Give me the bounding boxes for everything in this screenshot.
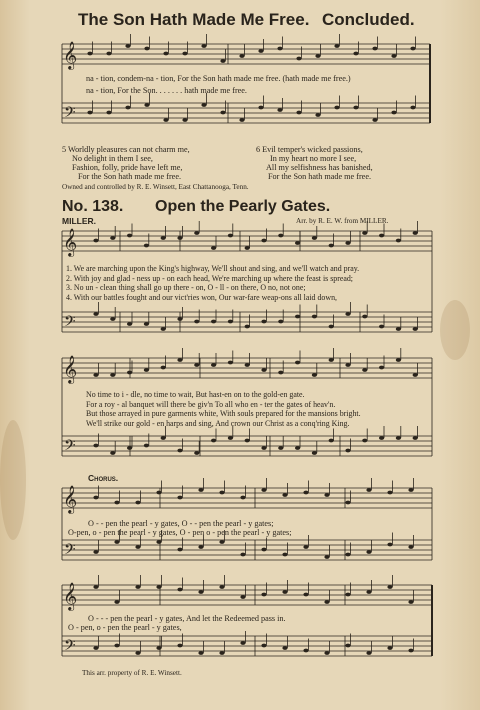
note-head (387, 646, 392, 650)
svg-text:𝄢: 𝄢 (64, 104, 76, 125)
note-head (106, 111, 111, 115)
note-head (379, 325, 384, 329)
svg-text:𝄞: 𝄞 (63, 228, 78, 256)
note-head (353, 52, 358, 56)
svg-text:𝄞: 𝄞 (63, 582, 78, 610)
note-head (156, 585, 161, 589)
note-head (127, 234, 132, 238)
note-head (295, 361, 300, 365)
note-head (303, 649, 308, 653)
note-head (177, 317, 182, 321)
svg-text:𝄢: 𝄢 (64, 637, 76, 658)
note-head (329, 244, 334, 248)
note-head (387, 585, 392, 589)
hymn-title: Open the Pearly Gates. (155, 198, 331, 215)
note-head (413, 327, 418, 331)
verse-6-line-2: In my heart no more I see, (270, 154, 357, 163)
note-head (345, 553, 350, 557)
lyric-line: na - tion, condem-na - tion, For the Son hath made me free. (hath made me free.) (86, 74, 351, 83)
song-title-suffix: Concluded. (322, 10, 415, 29)
note-head (110, 373, 115, 377)
note-head (296, 111, 301, 115)
note-head (396, 358, 401, 362)
note-head (228, 320, 233, 324)
note-head (366, 550, 371, 554)
note-head (379, 366, 384, 370)
note-head (127, 371, 132, 375)
note-head (324, 651, 329, 655)
note-head (161, 366, 166, 370)
note-head (410, 47, 415, 51)
note-head (245, 439, 250, 443)
verse-line: But those arrayed in pure garments white, With souls prepared for the mansions bright. (86, 409, 361, 419)
note-head (324, 600, 329, 604)
note-head (219, 585, 224, 589)
note-head (345, 312, 350, 316)
note-head (261, 239, 266, 243)
note-head (198, 545, 203, 549)
verse-6-line-3: All my selfishness has banished, (266, 163, 373, 172)
note-head (177, 358, 182, 362)
note-head (220, 111, 225, 115)
chorus-line: O - pen, o - pen the pearl - y gates, (68, 623, 182, 632)
note-head (278, 371, 283, 375)
hymn-number: No. 138. (62, 198, 124, 215)
note-head (334, 44, 339, 48)
note-head (245, 363, 250, 367)
note-head (125, 44, 130, 48)
verses-block-a (66, 264, 359, 302)
note-head (408, 600, 413, 604)
note-head (114, 644, 119, 648)
note-head (144, 47, 149, 51)
verse-6-line-1: 6 Evil temper's wicked passions, (256, 145, 363, 154)
note-head (93, 373, 98, 377)
note-head (408, 649, 413, 653)
note-head (93, 646, 98, 650)
note-head (261, 488, 266, 492)
note-head (245, 246, 250, 250)
note-head (177, 644, 182, 648)
verse-line: 2. With joy and glad - ness up - on each head, We're marching up where the feast is spread; (66, 273, 353, 283)
verse-line: 1. We are marching upon the King's highway, We'll shout and sing, and we'll watch and pray. (66, 264, 360, 273)
note-head (198, 488, 203, 492)
note-head (396, 239, 401, 243)
note-head (366, 651, 371, 655)
note-head (240, 641, 245, 645)
note-head (161, 436, 166, 440)
staff-lines (62, 44, 430, 123)
chorus-line: O - - pen the pearl - y gates, O - - pen the pearl - y gates; (88, 519, 274, 528)
song-title-top: The Son Hath Made Me Free. (78, 10, 310, 29)
note-head (211, 246, 216, 250)
note-head (324, 493, 329, 497)
note-head (201, 44, 206, 48)
note-head (379, 436, 384, 440)
verse-6-line-4: For the Son hath made me free. (268, 172, 371, 181)
note-head (156, 646, 161, 650)
note-head (228, 361, 233, 365)
note-head (362, 231, 367, 235)
verse-5-line-1: 5 Worldly pleasures can not charm me, (62, 145, 190, 154)
note-head (282, 590, 287, 594)
note-head (408, 545, 413, 549)
note-head (295, 446, 300, 450)
note-head (334, 106, 339, 110)
note-head (277, 47, 282, 51)
note-head (303, 491, 308, 495)
note-head (345, 363, 350, 367)
note-head (345, 644, 350, 648)
note-head (110, 451, 115, 455)
note-head (278, 320, 283, 324)
note-head (156, 491, 161, 495)
note-head (194, 231, 199, 235)
note-head (240, 595, 245, 599)
note-head (387, 491, 392, 495)
note-head (258, 49, 263, 53)
note-head (144, 322, 149, 326)
note-head (144, 244, 149, 248)
verse-5-line-3: Fashion, folly, pride have left me, (72, 163, 183, 172)
note-head (278, 234, 283, 238)
note-head (345, 501, 350, 505)
svg-text:𝄢: 𝄢 (64, 541, 76, 562)
note-head (366, 488, 371, 492)
note-head (194, 320, 199, 324)
note-head (329, 439, 334, 443)
note-head (114, 540, 119, 544)
note-head (135, 585, 140, 589)
note-head (362, 368, 367, 372)
note-head (240, 496, 245, 500)
note-head (144, 368, 149, 372)
svg-text:𝄞: 𝄞 (63, 41, 78, 69)
note-head (315, 54, 320, 58)
note-head (282, 553, 287, 557)
note-head (391, 54, 396, 58)
note-head (408, 488, 413, 492)
note-head (114, 501, 119, 505)
note-head (372, 47, 377, 51)
note-head (106, 52, 111, 56)
note-head (144, 444, 149, 448)
note-head (345, 241, 350, 245)
note-head (261, 446, 266, 450)
svg-text:𝄢: 𝄢 (64, 313, 76, 334)
note-head (303, 545, 308, 549)
note-head (177, 496, 182, 500)
note-head (219, 540, 224, 544)
verse-line: 4. With our battles fought and our vict'ries won, Our war-fare weap-ons all laid down, (66, 292, 337, 302)
note-head (366, 590, 371, 594)
note-head (315, 113, 320, 117)
note-head (312, 315, 317, 319)
note-head (239, 118, 244, 122)
note-head (201, 103, 206, 107)
note-head (353, 106, 358, 110)
note-head (182, 52, 187, 56)
note-head (135, 501, 140, 505)
note-head (211, 439, 216, 443)
note-head (261, 593, 266, 597)
note-head (295, 241, 300, 245)
svg-text:𝄞: 𝄞 (63, 485, 78, 513)
note-head (391, 111, 396, 115)
note-head (93, 312, 98, 316)
note-head (372, 118, 377, 122)
verse-line: 3. No un - clean thing shall go up there - on, O - ll - on there, O no, not one; (66, 283, 306, 293)
note-head (396, 436, 401, 440)
tune-name: MILLER. (62, 216, 96, 226)
note-head (211, 320, 216, 324)
note-head (413, 231, 418, 235)
note-head (177, 588, 182, 592)
note-head (245, 325, 250, 329)
note-head (110, 236, 115, 240)
note-head (125, 106, 130, 110)
note-head (345, 593, 350, 597)
note-head (228, 234, 233, 238)
note-head (261, 320, 266, 324)
footer-note: This arr. property of R. E. Winsett. (82, 669, 182, 677)
note-head (345, 449, 350, 453)
note-head (396, 327, 401, 331)
note-head (261, 644, 266, 648)
verse-line: We'll strike our gold - en harps and sing, And crown our Christ as a conq'ring King. (86, 418, 350, 428)
note-head (387, 543, 392, 547)
note-head (93, 550, 98, 554)
note-head (324, 555, 329, 559)
note-head (362, 315, 367, 319)
note-head (282, 493, 287, 497)
note-head (87, 111, 92, 115)
note-head (296, 57, 301, 61)
note-head (177, 236, 182, 240)
note-head (379, 234, 384, 238)
note-head (413, 436, 418, 440)
note-head (163, 118, 168, 122)
note-head (135, 651, 140, 655)
note-head (278, 446, 283, 450)
note-head (219, 651, 224, 655)
chorus-line: O-pen, o - pen the pearl - y gates, O - pen o - pen the pearl - y gates; (68, 528, 292, 537)
note-head (329, 325, 334, 329)
note-head (228, 436, 233, 440)
note-head (362, 439, 367, 443)
note-head (312, 373, 317, 377)
ownership-note: Owned and controlled by R. E. Winsett, East Chattanooga, Tenn. (62, 183, 249, 191)
note-head (161, 236, 166, 240)
chorus-label: Chorus. (88, 473, 119, 483)
note-head (93, 585, 98, 589)
note-head (194, 451, 199, 455)
svg-text:𝄢: 𝄢 (64, 437, 76, 458)
note-head (194, 363, 199, 367)
note-head (182, 118, 187, 122)
verse-line: For a roy - al banquet will there be giv'n To all who en - ter the gates of heav'n. (86, 399, 336, 409)
note-head (127, 446, 132, 450)
note-head (261, 548, 266, 552)
verse-line: No time to i - dle, no time to wait, But hast-en on to the gold-en gate. (86, 390, 305, 399)
note-head (161, 327, 166, 331)
note-head (303, 593, 308, 597)
note-head (114, 600, 119, 604)
note-head (144, 103, 149, 107)
note-head (219, 491, 224, 495)
chorus-line: O - - - pen the pearl - y gates, And let the Redeemed pass in. (88, 614, 286, 623)
note-head (163, 52, 168, 56)
note-head (93, 444, 98, 448)
note-head (110, 317, 115, 321)
verse-5-line-4: For the Son hath made me free. (78, 172, 181, 181)
note-head (240, 553, 245, 557)
arranger: Arr. by R. E. W. from MILLER. (296, 217, 389, 225)
note-head (93, 239, 98, 243)
note-head (211, 363, 216, 367)
note-head (239, 54, 244, 58)
note-head (93, 496, 98, 500)
note-head (198, 651, 203, 655)
note-head (87, 52, 92, 56)
note-head (258, 106, 263, 110)
note-head (312, 236, 317, 240)
note-head (177, 449, 182, 453)
note-head (295, 315, 300, 319)
note-head (135, 545, 140, 549)
note-head (156, 540, 161, 544)
note-head (277, 108, 282, 112)
note-head (329, 358, 334, 362)
note-head (127, 322, 132, 326)
note-head (312, 451, 317, 455)
note-head (177, 548, 182, 552)
note-head (413, 373, 418, 377)
verse-5-line-2: No delight in them I see, (72, 154, 153, 163)
note-head (220, 59, 225, 63)
lyric-line: na - tion, For the Son. . . . . . . hath made me free. (86, 86, 247, 95)
note-head (261, 368, 266, 372)
note-head (198, 590, 203, 594)
verses-block-b (86, 390, 361, 428)
svg-text:𝄞: 𝄞 (63, 355, 78, 383)
note-head (410, 106, 415, 110)
note-head (282, 646, 287, 650)
